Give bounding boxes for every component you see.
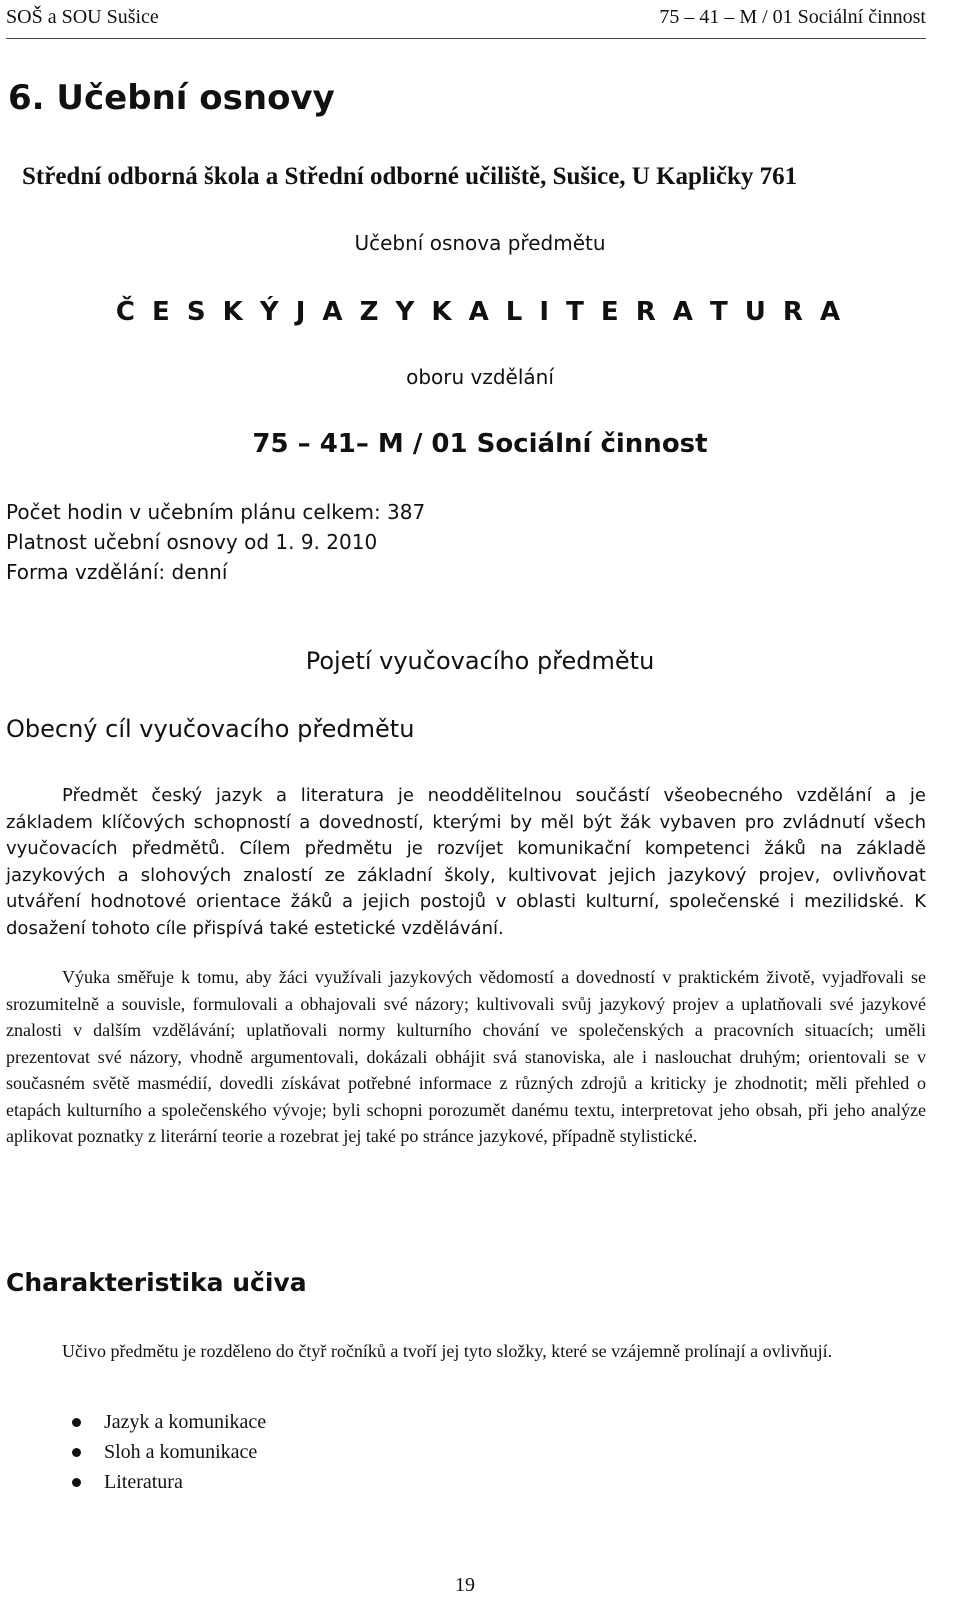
paragraph-curriculum: Učivo předmětu je rozděleno do čtyř ročníků a tvoří jej tyto složky, které se vzájemně prolínají a ovlivňují.	[62, 1341, 833, 1361]
component-list	[60, 1407, 266, 1497]
paragraph-goal: Předmět český jazyk a literatura je neoddělitelnou součástí všeobecného vzdělání a je základem klíčových schopností a dovedností, kterými by měl být žák vybaven pro zvládnutí všech vyučovacích předmětů. Cílem předmětu je rozvíjet komunikační kompetenci žáků na základě jazykových a slohových znalostí ze základní školy, kultivovat jejich jazykový projev, ovlivňovat utváření hodnotové orientace žáků a jejich postojů v oblasti kulturní, společenské i mezilidské. K dosažení tohoto cíle přispívá také estetické vzdělávání.	[6, 785, 926, 939]
header-right: 75 – 41 – M / 01 Sociální činnost	[659, 6, 926, 28]
charakteristika-heading: Charakteristika učiva	[6, 1268, 307, 1297]
paragraph-teaching: Výuka směřuje k tomu, aby žáci využívali jazykových vědomostí a dovedností v praktickém životě, vyjadřovali se srozumitelně a souvisle, formulovali a obhajovali své názory; kultivovali svůj jazykový projev a uplatňovali své jazykové znalosti v dalším vzdělávání; uplatňovali normy kulturního chování ve společenských a pracovních situacích; uměli prezentovat své názory, vhodně argumentovali, dokázali obhájit svá stanoviska, ale i naslouchat druhým; orientovali se v současném světě masmédií, dovedli získávat potřebné informace z různých zdrojů a kriticky je zhodnotit; měli přehled o etapách kulturního a společenského vývoje; byli schopni porozumět danému textu, interpretovat jeho obsah, při jeho analýze aplikovat poznatky z literární teorie a rozebrat jej také po stránce jazykové, případně stylistické.	[6, 967, 926, 1146]
bullet-icon	[72, 1448, 81, 1457]
list-item	[60, 1437, 266, 1467]
subject-label: Učební osnova předmětu	[354, 231, 606, 255]
list-item	[60, 1467, 266, 1497]
list-item-label: Sloh a komunikace	[104, 1441, 258, 1463]
subject-name: Č E S K Ý J A Z Y K A L I T E R A T U R A	[115, 297, 845, 327]
list-item	[60, 1407, 266, 1437]
bullet-icon	[72, 1478, 81, 1487]
obor-code: 75 – 41– M / 01 Sociální činnost	[252, 429, 708, 459]
obor-label: oboru vzdělání	[406, 365, 554, 389]
section-title: 6. Učební osnovy	[8, 78, 335, 118]
list-item-label: Jazyk a komunikace	[104, 1411, 267, 1433]
list-item-label: Literatura	[104, 1471, 183, 1493]
meta-hours: Počet hodin v učebním plánu celkem: 387	[6, 500, 426, 524]
meta-validity: Platnost učební osnovy od 1. 9. 2010	[6, 530, 378, 554]
pojeti-heading: Pojetí vyučovacího předmětu	[305, 647, 655, 675]
bullet-icon	[72, 1418, 81, 1427]
header-left: SOŠ a SOU Sušice	[6, 6, 159, 28]
school-line: Střední odborná škola a Střední odborné učiliště, Sušice, U Kapličky 761	[22, 163, 798, 190]
obecny-heading: Obecný cíl vyučovacího předmětu	[6, 715, 415, 743]
page-number: 19	[455, 1574, 475, 1596]
header-rule	[6, 38, 926, 39]
meta-form: Forma vzdělání: denní	[6, 560, 228, 584]
